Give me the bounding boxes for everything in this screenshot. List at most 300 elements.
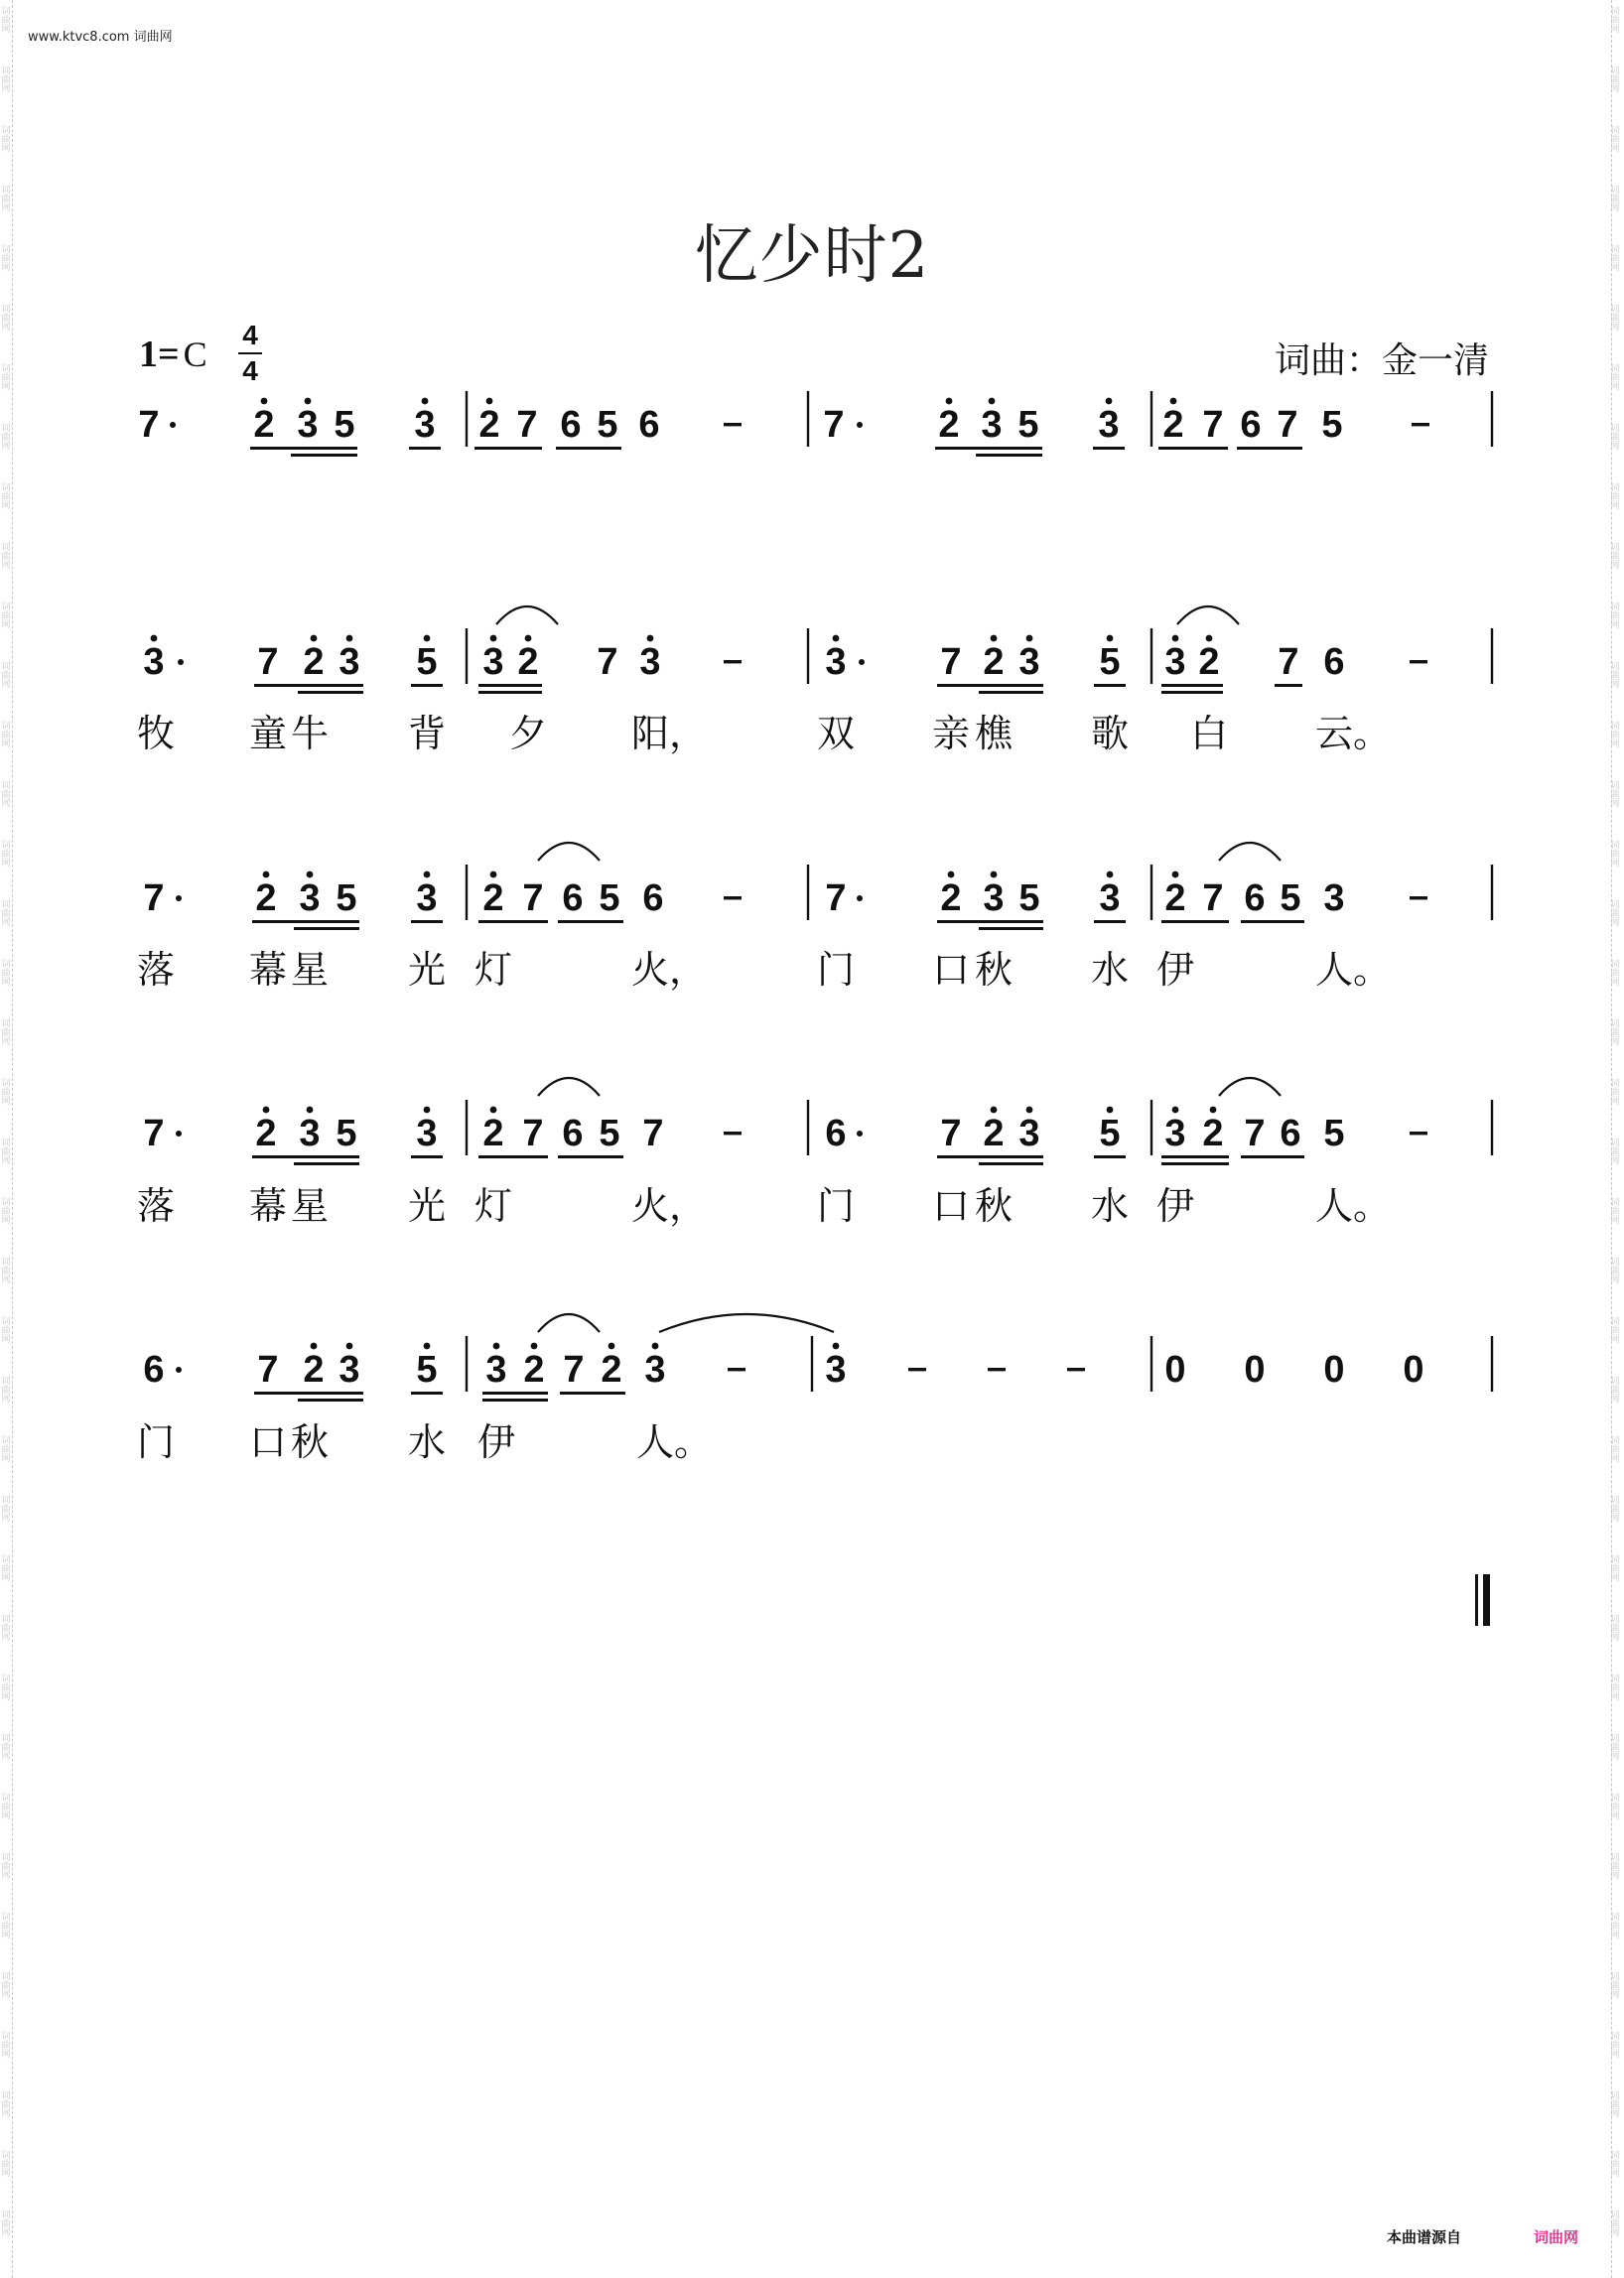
eighth-underline: [1161, 920, 1229, 923]
octave-dot-above: [1210, 1107, 1217, 1114]
watermark-text: 词曲网: [1, 2211, 11, 2238]
watermark-text: 词曲网: [1, 662, 11, 690]
eighth-underline: [1094, 1155, 1126, 1158]
lyric-char: 落: [136, 948, 176, 992]
watermark-text: 词曲网: [1, 1734, 11, 1762]
note-7: 7: [823, 404, 845, 446]
octave-dot-above: [424, 635, 431, 642]
barline: [466, 391, 468, 447]
lyric-char: 门: [136, 1420, 176, 1464]
eighth-underline: [1161, 684, 1223, 687]
note-7: 7: [143, 877, 165, 919]
eighth-underline: [935, 447, 1042, 450]
note-7: 7: [522, 1113, 544, 1154]
octave-dot-above: [307, 871, 314, 878]
watermark-text: 词曲网: [1, 2032, 11, 2060]
lyric-char: 口: [931, 1184, 971, 1228]
barline: [1491, 1100, 1493, 1155]
eighth-underline: [252, 920, 359, 923]
barline: [807, 865, 809, 920]
lyric-char: 夕: [508, 712, 548, 755]
watermark-text: 词曲网: [1610, 1317, 1620, 1345]
barline: [1491, 1336, 1493, 1392]
watermark-text: 词曲网: [1, 305, 11, 333]
eighth-underline: [976, 454, 1042, 457]
note-3: 3: [338, 1349, 360, 1391]
watermark-text: 词曲网: [1610, 1079, 1620, 1107]
watermark-text: 词曲网: [1, 1913, 11, 1941]
barline: [466, 1336, 468, 1392]
note-7: 7: [563, 1349, 585, 1391]
lyric-char: 火，: [631, 948, 708, 992]
augmentation-dot: [857, 1131, 863, 1137]
octave-dot-above: [531, 1343, 538, 1350]
watermark-text: 词曲网: [1, 67, 11, 94]
note-6: 6: [562, 877, 584, 919]
note-3: 3: [1018, 1113, 1040, 1154]
eighth-underline: [482, 1399, 548, 1402]
lyric-char: 水: [407, 1420, 447, 1464]
lyric-char: 云。: [1315, 712, 1392, 755]
eighth-underline: [250, 447, 357, 450]
time-bottom: 4: [242, 355, 258, 386]
octave-dot-above: [647, 635, 654, 642]
site-header[interactable]: www.ktvc8.com 词曲网: [28, 30, 173, 45]
note-3: 3: [416, 1113, 438, 1154]
sustain-dash: [1410, 660, 1427, 663]
note-3: 3: [825, 641, 847, 683]
eighth-underline: [937, 920, 1043, 923]
watermark-text: 词曲网: [1, 1675, 11, 1702]
lyric-char: 白: [1189, 712, 1229, 755]
watermark-text: 词曲网: [1, 841, 11, 869]
note-6: 6: [1240, 404, 1262, 446]
watermark-text: 词曲网: [1, 2091, 11, 2119]
note-3: 3: [482, 641, 504, 683]
note-7: 7: [1202, 404, 1224, 446]
note-5: 5: [336, 1113, 357, 1154]
octave-dot-above: [1107, 871, 1114, 878]
watermark-text: 词曲网: [1610, 1734, 1620, 1762]
sustain-dash: [1067, 1368, 1085, 1371]
watermark-text: 词曲网: [1610, 67, 1620, 94]
note-2: 2: [940, 877, 962, 919]
note-3: 3: [338, 641, 360, 683]
watermark-text: 词曲网: [1, 1019, 11, 1047]
watermark-text: 词曲网: [1, 483, 11, 511]
note-6: 6: [143, 1349, 165, 1391]
octave-dot-above: [305, 398, 312, 405]
lyric-char: 歌: [1090, 712, 1130, 755]
note-2: 2: [1198, 641, 1220, 683]
slur-arc: [538, 1078, 600, 1096]
barline: [466, 1100, 468, 1155]
octave-dot-above: [424, 871, 431, 878]
eighth-underline: [979, 927, 1043, 930]
eighth-underline: [409, 447, 441, 450]
note-3: 3: [1098, 404, 1120, 446]
lyric-char: 灯: [474, 948, 513, 992]
note-2: 2: [253, 404, 275, 446]
note-5: 5: [1321, 404, 1343, 446]
eighth-underline: [478, 1155, 548, 1158]
eighth-underline: [1094, 920, 1126, 923]
barline: [466, 865, 468, 920]
slur-arc: [1177, 606, 1239, 624]
watermark-text: 词曲网: [1610, 603, 1620, 630]
final-barline-thin: [1475, 1574, 1478, 1626]
watermark-text: 词曲网: [1, 1555, 11, 1583]
barline: [1491, 391, 1493, 447]
watermark-text: 词曲网: [1610, 245, 1620, 273]
lyric-char: 人。: [636, 1420, 713, 1464]
note-7: 7: [138, 404, 160, 446]
eighth-underline: [252, 1155, 359, 1158]
watermark-text: 词曲网: [1610, 1198, 1620, 1226]
song-title: 忆少时2: [694, 219, 930, 293]
note-2: 2: [1164, 877, 1186, 919]
sustain-dash: [1410, 1132, 1427, 1135]
octave-dot-above: [346, 635, 353, 642]
octave-dot-above: [1107, 1107, 1114, 1114]
note-5: 5: [336, 877, 357, 919]
watermark-text: 词曲网: [1, 603, 11, 630]
barline: [1150, 1336, 1152, 1392]
watermark-text: 词曲网: [1610, 424, 1620, 452]
eighth-underline: [482, 1392, 548, 1395]
sustain-dash: [724, 660, 742, 663]
note-6: 6: [638, 404, 660, 446]
note-7: 7: [1202, 877, 1224, 919]
watermark-text: 词曲网: [1610, 1853, 1620, 1881]
note-2: 2: [303, 641, 325, 683]
eighth-underline: [1241, 920, 1304, 923]
sustain-dash: [724, 1132, 742, 1135]
note-0: 0: [1164, 1349, 1186, 1391]
watermark-text: 词曲网: [1, 781, 11, 809]
note-2: 2: [983, 641, 1005, 683]
slur-arc: [538, 843, 600, 861]
watermark-text: 词曲网: [1, 2151, 11, 2179]
octave-dot-above: [424, 1343, 431, 1350]
note-5: 5: [1017, 404, 1039, 446]
octave-dot-above: [424, 1107, 431, 1114]
watermark-text: 词曲网: [1610, 126, 1620, 154]
note-6: 6: [560, 404, 582, 446]
octave-dot-above: [991, 871, 998, 878]
lyric-char: 人。: [1315, 948, 1392, 992]
barline: [466, 628, 468, 684]
watermark-text: 词曲网: [1, 960, 11, 988]
note-5: 5: [1323, 1113, 1345, 1154]
note-5: 5: [597, 404, 618, 446]
note-3: 3: [1099, 877, 1121, 919]
watermark-text: 词曲网: [1610, 1436, 1620, 1464]
octave-dot-above: [490, 1107, 497, 1114]
eighth-underline: [937, 684, 1043, 687]
octave-dot-above: [311, 1343, 318, 1350]
note-2: 2: [482, 1113, 504, 1154]
octave-dot-above: [1106, 398, 1113, 405]
sustain-dash: [728, 1368, 745, 1371]
eighth-underline: [294, 1162, 359, 1165]
watermark-text: 词曲网: [1610, 186, 1620, 213]
octave-dot-above: [989, 398, 996, 405]
watermark-text: 词曲网: [1610, 1258, 1620, 1285]
octave-dot-above: [525, 635, 532, 642]
octave-dot-above: [261, 398, 268, 405]
octave-dot-above: [490, 635, 497, 642]
note-3: 3: [1164, 1113, 1186, 1154]
note-0: 0: [1403, 1349, 1424, 1391]
note-2: 2: [517, 641, 539, 683]
note-7: 7: [257, 1349, 279, 1391]
note-7: 7: [143, 1113, 165, 1154]
note-2: 2: [482, 877, 504, 919]
eighth-underline: [254, 684, 363, 687]
note-3: 3: [981, 404, 1003, 446]
lyric-char: 牧: [136, 712, 176, 755]
barline: [807, 1100, 809, 1155]
note-7: 7: [642, 1113, 664, 1154]
watermark-text: 词曲网: [1610, 1972, 1620, 2000]
eighth-underline: [1093, 447, 1125, 450]
note-5: 5: [416, 641, 438, 683]
note-6: 6: [562, 1113, 584, 1154]
eighth-underline: [1275, 684, 1302, 687]
augmentation-dot: [176, 895, 182, 901]
eighth-underline: [478, 920, 548, 923]
note-5: 5: [1280, 877, 1301, 919]
barline: [807, 391, 809, 447]
augmentation-dot: [178, 659, 184, 665]
eighth-underline: [558, 920, 623, 923]
sustain-dash: [1410, 896, 1427, 899]
barline: [1150, 628, 1152, 684]
lyric-char: 双: [816, 712, 856, 755]
watermark-text: 词曲网: [1610, 2211, 1620, 2238]
eighth-underline: [291, 454, 357, 457]
octave-dot-above: [486, 398, 493, 405]
watermark-text: 词曲网: [1, 245, 11, 273]
watermark-text: 词曲网: [1, 1139, 11, 1166]
lyric-char: 灯: [474, 1184, 513, 1228]
watermark-text: 词曲网: [1610, 662, 1620, 690]
note-6: 6: [1280, 1113, 1301, 1154]
eighth-underline: [298, 691, 363, 694]
watermark-text: 词曲网: [1610, 364, 1620, 392]
octave-dot-above: [946, 398, 953, 405]
octave-dot-above: [991, 635, 998, 642]
eighth-underline: [1161, 1162, 1229, 1165]
key-one: 1: [139, 334, 158, 375]
lyric-char: 秋: [974, 1184, 1014, 1228]
watermark-text: 词曲网: [1, 1972, 11, 2000]
eighth-underline: [478, 684, 542, 687]
note-7: 7: [1244, 1113, 1266, 1154]
watermark-text: 词曲网: [1610, 483, 1620, 511]
lyric-char: 门: [816, 948, 856, 992]
note-6: 6: [825, 1113, 847, 1154]
octave-dot-above: [311, 635, 318, 642]
note-3: 3: [983, 877, 1005, 919]
sustain-dash: [988, 1368, 1006, 1371]
note-7: 7: [257, 641, 279, 683]
note-7: 7: [940, 1113, 962, 1154]
octave-dot-above: [493, 1343, 500, 1350]
octave-dot-above: [833, 1343, 840, 1350]
lyric-char: 人。: [1315, 1184, 1392, 1228]
watermark-text: 词曲网: [1610, 1019, 1620, 1047]
watermark-text: 词曲网: [1, 1079, 11, 1107]
watermark-text: 词曲网: [1, 1496, 11, 1524]
note-7: 7: [940, 641, 962, 683]
watermark-text: 词曲网: [1, 722, 11, 749]
octave-dot-above: [1170, 398, 1177, 405]
eighth-underline: [556, 447, 621, 450]
watermark-text: 词曲网: [1, 1436, 11, 1464]
watermark-text: 词曲网: [1610, 1377, 1620, 1405]
sustain-dash: [908, 1368, 926, 1371]
sustain-dash: [724, 896, 742, 899]
barline: [807, 628, 809, 684]
note-2: 2: [255, 877, 277, 919]
watermark-text: 词曲网: [1, 1377, 11, 1405]
watermark-text: 词曲网: [1610, 7, 1620, 35]
watermark-text: 词曲网: [1, 1853, 11, 1881]
note-3: 3: [416, 877, 438, 919]
watermark-text: 词曲网: [1610, 781, 1620, 809]
eighth-underline: [474, 447, 542, 450]
watermark-text: 词曲网: [1, 186, 11, 213]
lyric-char: 伊: [476, 1420, 516, 1464]
watermark-text: 词曲网: [1, 543, 11, 571]
eighth-underline: [1161, 1155, 1229, 1158]
watermark-text: 词曲网: [1, 900, 11, 928]
watermark-text: 词曲网: [1610, 1615, 1620, 1643]
lyric-char: 童: [248, 712, 288, 755]
eighth-underline: [560, 1392, 625, 1395]
note-3: 3: [1323, 877, 1345, 919]
eighth-underline: [1158, 447, 1228, 450]
note-5: 5: [599, 877, 620, 919]
watermark-text: 词曲网: [1, 1317, 11, 1345]
note-7: 7: [1277, 404, 1298, 446]
octave-dot-above: [1172, 871, 1179, 878]
watermark-text: 词曲网: [1610, 1675, 1620, 1702]
lyric-char: 幕: [248, 948, 288, 992]
lyric-char: 口: [931, 948, 971, 992]
note-2: 2: [1202, 1113, 1224, 1154]
note-7: 7: [825, 877, 847, 919]
watermark-text: 词曲网: [1610, 1496, 1620, 1524]
augmentation-dot: [857, 422, 863, 428]
note-5: 5: [416, 1349, 438, 1391]
note-2: 2: [1162, 404, 1184, 446]
time-top: 4: [242, 320, 258, 350]
note-6: 6: [642, 877, 664, 919]
octave-dot-above: [1172, 635, 1179, 642]
footer-source-label: 本曲谱源自: [1387, 2228, 1462, 2246]
watermark-text: 词曲网: [1, 424, 11, 452]
note-7: 7: [516, 404, 538, 446]
watermark-text: 词曲网: [1, 1794, 11, 1821]
watermark-text: 词曲网: [1610, 305, 1620, 333]
lyric-char: 背: [407, 712, 447, 755]
note-6: 6: [1323, 641, 1345, 683]
barline: [1491, 628, 1493, 684]
watermark-text: 词曲网: [1, 7, 11, 35]
eighth-underline: [411, 1392, 443, 1395]
lyric-char: 秋: [290, 1420, 330, 1464]
watermark-text: 词曲网: [1, 1198, 11, 1226]
octave-dot-above: [307, 1107, 314, 1114]
eighth-underline: [979, 691, 1043, 694]
augmentation-dot: [170, 422, 176, 428]
barline: [811, 1336, 813, 1392]
eighth-underline: [979, 1162, 1043, 1165]
barline: [1150, 391, 1152, 447]
lyric-char: 门: [816, 1184, 856, 1228]
eighth-underline: [1094, 684, 1126, 687]
barline: [1150, 1100, 1152, 1155]
octave-dot-above: [263, 1107, 270, 1114]
note-3: 3: [644, 1349, 666, 1391]
note-3: 3: [1018, 641, 1040, 683]
note-5: 5: [1099, 1113, 1121, 1154]
eighth-underline: [411, 1155, 443, 1158]
composer-credit: 词曲：金一清: [1274, 340, 1489, 381]
lyric-char: 星: [290, 1184, 330, 1228]
lyric-char: 星: [290, 948, 330, 992]
eighth-underline: [478, 691, 542, 694]
note-5: 5: [1099, 641, 1121, 683]
octave-dot-above: [652, 1343, 659, 1350]
slur-arc: [659, 1314, 834, 1332]
note-5: 5: [334, 404, 355, 446]
watermark-text: 词曲网: [1610, 543, 1620, 571]
note-3: 3: [299, 1113, 321, 1154]
sustain-dash: [724, 423, 742, 426]
note-3: 3: [1164, 641, 1186, 683]
watermark-text: 词曲网: [1610, 1139, 1620, 1166]
eighth-underline: [411, 920, 443, 923]
note-5: 5: [1018, 877, 1040, 919]
lyric-char: 口: [248, 1420, 288, 1464]
final-barline-thick: [1483, 1574, 1490, 1626]
note-2: 2: [303, 1349, 325, 1391]
watermark-text: 词曲网: [1610, 2091, 1620, 2119]
watermark-text: 词曲网: [1610, 2032, 1620, 2060]
octave-dot-above: [1026, 1107, 1033, 1114]
eighth-underline: [1237, 447, 1302, 450]
lyric-char: 光: [407, 1184, 447, 1228]
watermark-text: 词曲网: [1610, 2151, 1620, 2179]
note-6: 6: [1244, 877, 1266, 919]
octave-dot-above: [991, 1107, 998, 1114]
watermark-text: 词曲网: [1610, 960, 1620, 988]
lyric-char: 樵: [974, 712, 1014, 755]
note-2: 2: [983, 1113, 1005, 1154]
lyric-char: 秋: [974, 948, 1014, 992]
footer-site-link[interactable]: 词曲网: [1534, 2228, 1579, 2246]
eighth-underline: [1161, 691, 1223, 694]
lyric-char: 落: [136, 1184, 176, 1228]
lyric-char: 水: [1090, 948, 1130, 992]
note-3: 3: [297, 404, 319, 446]
octave-dot-above: [151, 635, 158, 642]
octave-dot-above: [1107, 635, 1114, 642]
